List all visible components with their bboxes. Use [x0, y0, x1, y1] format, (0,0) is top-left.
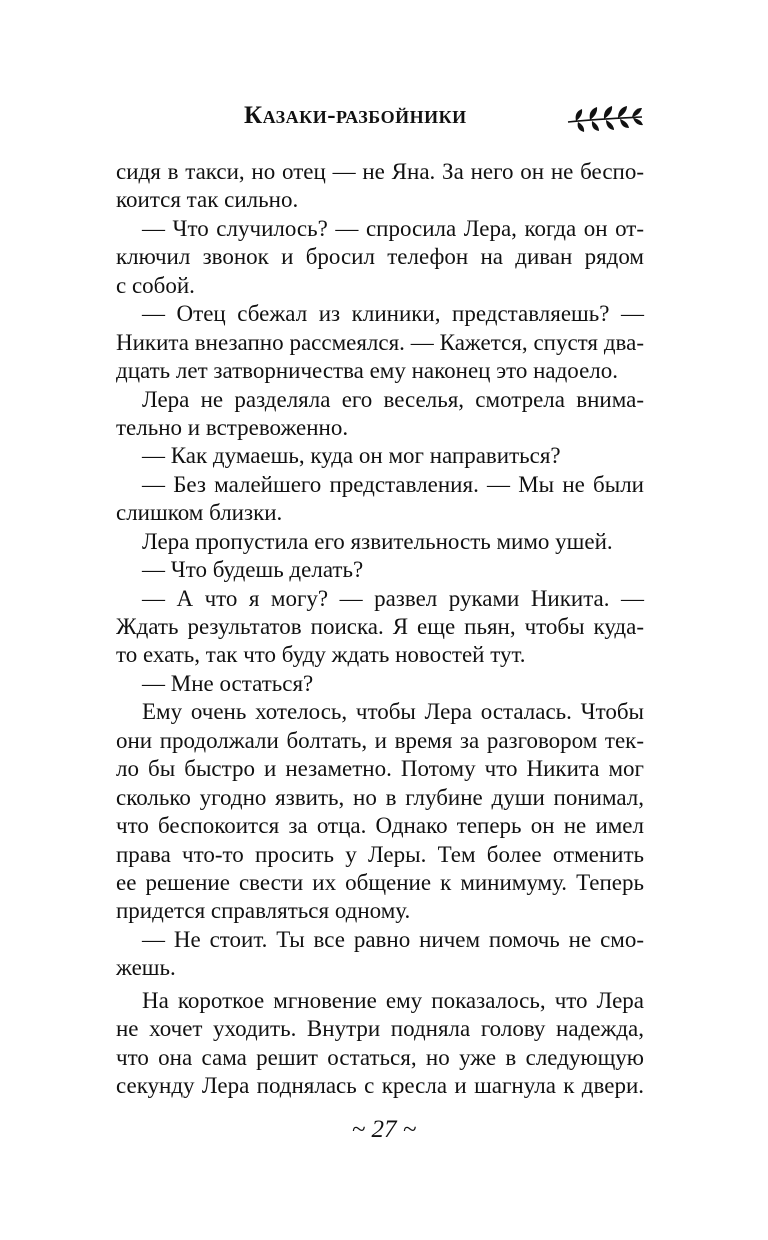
running-title: Казаки-разбойники	[244, 102, 467, 129]
page-number: ~ 27 ~	[351, 1116, 417, 1143]
text-line: сколько угодно язвить, но в глубине души понимал,	[116, 784, 644, 810]
text-line: — Что будешь делать?	[142, 557, 364, 583]
text-line: ее решение свести их общение к минимуму. Теперь	[116, 869, 644, 895]
text-line: На короткое мгновение ему показалось, что Лера	[142, 987, 644, 1013]
text-line: сидя в такси, но отец — не Яна. За него он не беспо-	[116, 159, 644, 184]
text-line: Лера пропустила его язвительность мимо ушей.	[142, 528, 613, 554]
text-line: — Без малейшего представления. — Мы не были	[142, 471, 644, 497]
text-line: — Мне остаться?	[142, 670, 314, 696]
text-line: секунду Лера поднялась с кресла и шагнула к двери.	[116, 1073, 644, 1098]
text-line: дцать лет затворничества ему наконец это надоело.	[116, 358, 619, 384]
text-line: Ему очень хотелось, чтобы Лера осталась. Чтобы	[142, 699, 644, 725]
text-line: придется справляться одному.	[116, 898, 411, 924]
leaf-branch-icon	[566, 102, 644, 134]
body-text	[116, 158, 644, 1100]
text-line: ключил звонок и бросил телефон на диван рядом	[116, 244, 644, 270]
text-line: — Как думаешь, куда он мог направиться?	[142, 443, 561, 469]
text-line: права что-то просить у Леры. Тем более отменить	[116, 841, 644, 867]
text-line: — Не стоит. Ты все равно ничем помочь не смо-	[142, 926, 644, 952]
text-line: что беспокоится за отца. Однако теперь он не имел	[116, 813, 644, 839]
text-line: тельно и встревоженно.	[116, 414, 349, 440]
text-line: они продолжали болтать, и время за разговором тек-	[116, 727, 644, 753]
text-line: ло бы быстро и незаметно. Потому что Никита мог	[116, 756, 644, 782]
text-line: Ждать результатов поиска. Я еще пьян, чтобы куда-	[116, 614, 644, 639]
text-line: коится так сильно.	[116, 187, 299, 213]
text-line: то ехать, так что буду ждать новостей тут.	[116, 642, 526, 668]
text-line: что она сама решит остаться, но уже в следующую	[116, 1044, 644, 1070]
text-line: — Отец сбежал из клиники, представляешь? —	[142, 301, 644, 327]
text-line: Никита внезапно рассмеялся. — Кажется, спустя два-	[116, 329, 644, 355]
text-line: не хочет уходить. Внутри подняла голову надежда,	[116, 1016, 644, 1042]
text-line: — Что случилось? — спросила Лера, когда он от-	[142, 215, 644, 241]
text-line: с собой.	[116, 272, 195, 298]
text-line: слишком близки.	[116, 500, 283, 526]
running-header	[0, 100, 768, 140]
text-line: — А что я могу? — развел руками Никита. —	[142, 585, 644, 611]
text-line: жешь.	[116, 955, 176, 981]
text-line: Лера не разделяла его веселья, смотрела внима-	[142, 386, 644, 412]
